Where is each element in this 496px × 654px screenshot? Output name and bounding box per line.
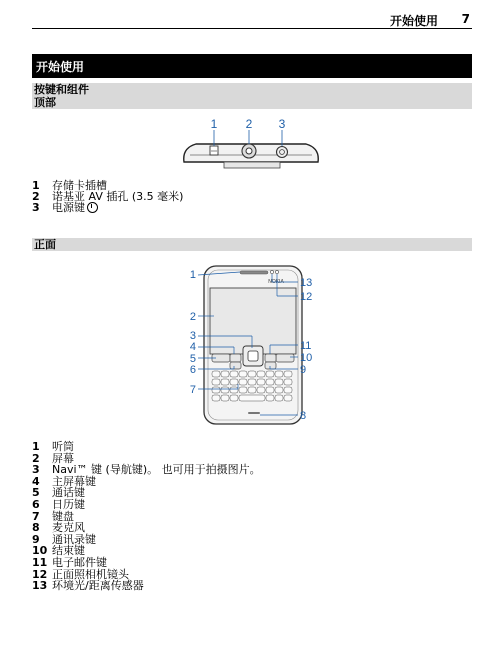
earpiece (240, 271, 268, 274)
item-number: 2 (32, 451, 40, 465)
item-number: 1 (32, 440, 40, 453)
item-text: 通讯录键 (52, 532, 96, 546)
item-text: 通话键 (52, 486, 85, 500)
front-items-list (32, 441, 261, 592)
item-number: 4 (32, 474, 40, 488)
item-number: 5 (32, 486, 40, 500)
memory-card-slot (210, 146, 218, 155)
front-callout-7: 7 (189, 384, 196, 396)
top-view-figure (176, 118, 326, 174)
section-front-heading: 正面 (32, 238, 472, 251)
item-number: 6 (32, 497, 40, 511)
av-jack (242, 144, 256, 158)
item-text: 日历键 (52, 497, 85, 511)
front-callout-12: 12 (300, 291, 313, 303)
chapter-title: 开始使用 (32, 54, 472, 78)
item-number: 10 (32, 544, 48, 558)
section-top-heading: 顶部 (32, 96, 472, 109)
item-text: 听筒 (52, 440, 74, 453)
item-number: 9 (32, 532, 40, 546)
power-key (277, 147, 288, 158)
front-callout-4: 4 (189, 341, 196, 353)
item-text: 键盘 (52, 509, 74, 523)
item-text: 环境光/距离传感器 (52, 579, 144, 593)
item-number: 3 (32, 201, 40, 215)
list-item (32, 580, 261, 592)
item-number: 7 (32, 509, 40, 523)
item-number: 12 (32, 567, 48, 581)
front-callout-3: 3 (189, 330, 196, 342)
item-text: 存储卡插槽 (52, 179, 107, 192)
front-callout-9: 9 (300, 364, 307, 376)
item-number: 8 (32, 521, 40, 535)
list-item (32, 522, 261, 534)
front-callout-5: 5 (189, 353, 196, 365)
power-icon (87, 202, 98, 213)
running-header (32, 12, 472, 30)
item-text: Navi™ 键 (导航键)。 也可用于拍摄图片。 (52, 463, 261, 477)
item-text: 电源键 (52, 201, 85, 215)
top-callout-1: 1 (210, 118, 218, 131)
item-text: 诺基亚 AV 插孔 (3.5 毫米) (52, 190, 184, 204)
item-text: 结束键 (52, 544, 85, 558)
item-text: 正面照相机镜头 (52, 567, 129, 581)
navi-key (243, 346, 263, 366)
page-number: 7 (461, 12, 470, 26)
item-text: 屏幕 (52, 451, 74, 465)
top-callout-3: 3 (278, 118, 286, 131)
item-text: 主屏幕键 (52, 474, 96, 488)
front-callout-6: 6 (189, 364, 196, 376)
item-number: 1 (32, 179, 40, 192)
front-callout-1: 1 (189, 269, 196, 281)
list-item (32, 441, 261, 453)
list-item (32, 202, 183, 213)
microphone (248, 412, 260, 414)
item-number: 11 (32, 555, 48, 569)
list-item (32, 557, 261, 569)
front-callout-11: 11 (300, 340, 312, 352)
item-number: 2 (32, 190, 40, 204)
front-callout-13: 13 (300, 277, 313, 289)
header-rule (32, 28, 472, 29)
section-keys-heading: 按键和组件 (32, 83, 472, 96)
front-callout-8: 8 (300, 410, 307, 422)
list-item (32, 499, 261, 511)
front-callout-10: 10 (300, 352, 313, 364)
item-text: 电子邮件键 (52, 555, 107, 569)
top-items-list (32, 180, 183, 214)
header-title: 开始使用 (389, 14, 438, 28)
brand-logo: NOKIA (268, 279, 284, 285)
item-text: 麦克风 (52, 521, 85, 535)
top-callout-2: 2 (245, 118, 253, 131)
item-number: 13 (32, 579, 48, 593)
phone-screen (210, 288, 296, 354)
item-number: 3 (32, 463, 40, 477)
front-callout-2: 2 (189, 311, 196, 323)
front-view-figure (168, 258, 328, 430)
